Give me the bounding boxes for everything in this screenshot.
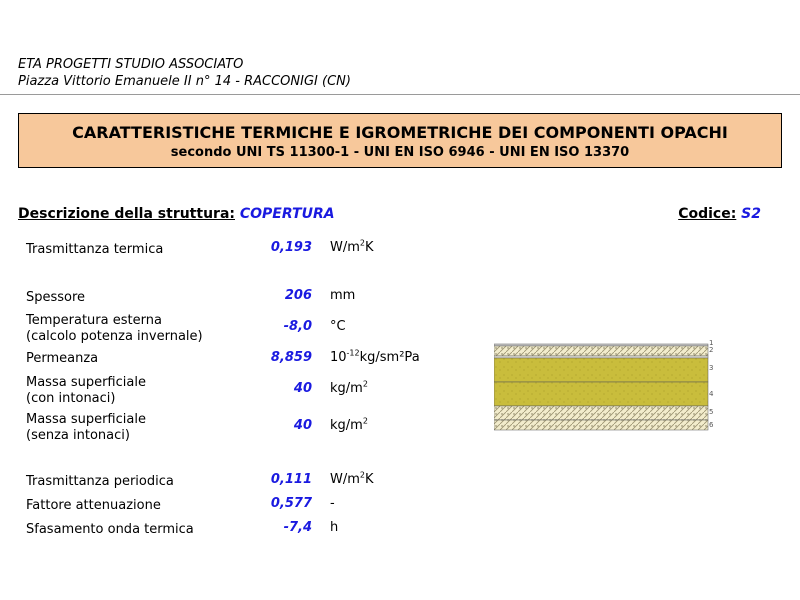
property-unit (330, 288, 355, 304)
unit-tail: K (365, 240, 374, 255)
property-label-line2: (senza intonaci) (26, 428, 130, 443)
layer-label: 1 (709, 340, 714, 347)
property-label-line1: Temperatura esterna (26, 313, 162, 328)
structure-code (678, 206, 761, 222)
property-label (26, 474, 174, 490)
property-label-line1: Massa superficiale (26, 412, 146, 427)
unit-main: W/m (330, 240, 360, 255)
property-value: 0,193 (270, 240, 312, 255)
unit-main: h (330, 520, 339, 535)
layer-label: 4 (709, 390, 714, 398)
property-label-line1: Sfasamento onda termica (26, 522, 194, 537)
layer-gap (494, 356, 708, 358)
property-label (26, 375, 146, 407)
code-label: Codice: (678, 206, 737, 222)
layer-label: 2 (709, 346, 714, 354)
unit-main: 10 (330, 350, 347, 365)
layer-6-finish (494, 420, 708, 430)
stratigraphy-section (494, 340, 724, 435)
header-divider (0, 94, 800, 95)
title-box (18, 113, 782, 168)
unit-main: °C (330, 319, 346, 334)
layer-label: 6 (709, 421, 714, 429)
company-address: Piazza Vittorio Emanuele II n° 14 - RACCONIGI (CN) (18, 74, 351, 89)
property-label-line1: Trasmittanza periodica (26, 474, 174, 489)
company-name: ETA PROGETTI STUDIO ASSOCIATO (18, 57, 244, 72)
property-value: 40 (293, 381, 312, 396)
layer-1-finish (494, 344, 708, 346)
property-label-line1: Massa superficiale (26, 375, 146, 390)
property-label-line2: (con intonaci) (26, 391, 116, 406)
property-unit (330, 319, 346, 335)
unit-exponent: 2 (359, 470, 365, 480)
page-title: CARATTERISTICHE TERMICHE E IGROMETRICHE DEI COMPONENTI OPACHI (72, 123, 728, 142)
property-unit (330, 381, 368, 397)
layer-label: 3 (709, 364, 714, 372)
layer-2-screed (494, 346, 708, 356)
layer-3-insulation (494, 358, 708, 382)
code-value: S2 (741, 206, 761, 222)
unit-main: mm (330, 288, 356, 303)
property-value: 40 (293, 418, 312, 433)
property-unit (330, 520, 338, 536)
property-unit (330, 418, 368, 434)
property-value: 0,577 (270, 496, 312, 511)
property-label (26, 351, 98, 367)
description-value: COPERTURA (239, 206, 335, 222)
property-value: -8,0 (283, 319, 312, 334)
layer-label: 5 (709, 408, 714, 416)
property-label (26, 522, 194, 538)
property-label-line2: (calcolo potenza invernale) (26, 329, 203, 344)
property-unit (330, 350, 420, 366)
unit-main: W/m (330, 472, 360, 487)
unit-tail: kg/sm²Pa (359, 350, 420, 365)
unit-main: - (330, 496, 335, 511)
structure-description (18, 206, 335, 222)
layer-5-screed (494, 406, 708, 420)
property-value: 8,859 (270, 350, 312, 365)
unit-main: kg/m (330, 418, 363, 433)
property-value: -7,4 (283, 520, 312, 535)
property-unit (330, 496, 335, 512)
unit-exponent: 2 (362, 379, 368, 389)
property-label (26, 313, 203, 345)
description-label: Descrizione della struttura: (18, 206, 235, 222)
property-label-line1: Spessore (26, 290, 86, 305)
unit-exponent: -12 (346, 348, 360, 358)
property-label-line1: Fattore attenuazione (26, 498, 161, 513)
unit-tail: K (365, 472, 374, 487)
property-unit (330, 240, 374, 256)
property-label (26, 290, 85, 306)
property-label (26, 412, 146, 444)
property-label (26, 242, 163, 258)
property-value: 0,111 (270, 472, 312, 487)
unit-exponent: 2 (362, 416, 368, 426)
property-label (26, 498, 161, 514)
page-subtitle: secondo UNI TS 11300-1 - UNI EN ISO 6946 - UNI EN ISO 13370 (170, 145, 630, 160)
unit-exponent: 2 (359, 238, 365, 248)
property-label-line1: Trasmittanza termica (26, 242, 164, 257)
property-value: 206 (284, 288, 312, 303)
unit-main: kg/m (330, 381, 363, 396)
property-unit (330, 472, 374, 488)
property-label-line1: Permeanza (26, 351, 99, 366)
layer-4-insulation (494, 382, 708, 406)
